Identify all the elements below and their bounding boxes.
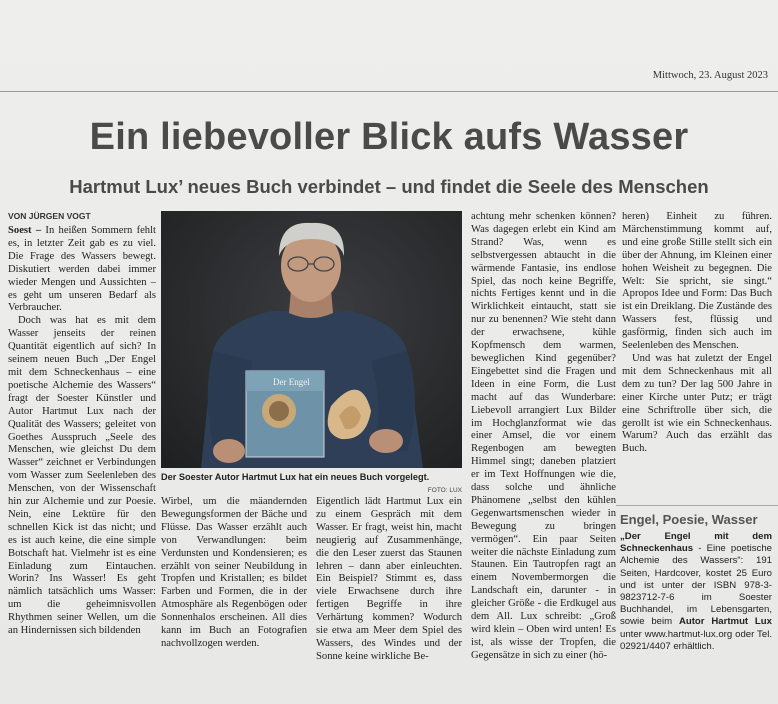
infobox-rule <box>616 505 778 506</box>
infobox-contact: unter www.hartmut-lux.org oder Tel. 02921/4407 erhältlich. <box>620 628 772 652</box>
infobox-text <box>620 531 772 653</box>
article-column-1 <box>8 225 156 700</box>
photo-caption <box>161 472 462 494</box>
dateline: Soest – <box>8 225 42 236</box>
photo-credit: FOTO: LUX <box>427 487 462 494</box>
paragraph: heren) Einheit zu führen. Märchenstimmung kommt auf, und eine große Stille stellt sich ein über der Ahnung, im Kleinen einer hohen Weisheit zu begegnen. Die Welt: Sie spricht, sie singt.“ Apropos Idee und Form: Das Buch ist ein Dreiklang. Die Zustände des Wassers fest, flüssig und gasförmig, finden sich auch im Seelenleben des Menschen. <box>622 211 772 352</box>
article-headline: Ein liebevoller Blick aufs Wasser <box>89 116 689 158</box>
paragraph: Doch was hat es mit dem Wasser jenseits der reinen Quantität eigentlich auf sich? In seinem neuen Buch „Der Engel mit dem Schneckenhaus – eine poetische Alchemie des Wassers“ fragt der Soester Künstler und Autor Hartmut Lux nach der Qualität des Wassers; geleitet von Goethes Ausspruch „Seele des Menschen, wie gleichst Du dem Wasser“ zeichnet er Verbindungen vom Wasser zum Seelenleben des Menschen, von der Wissenschaft hin zur Alchemie und zur Poesie. Nein, eine Lektüre für den schnellen Kick ist das nicht; und es ist auch keine, die eine simple Botschaft hat. Vielmehr ist es eine Einladung zum Eintauchen. Worin? Ins Wasser! Es geht nämlich tatsächlich ums Wasser: um die geheimnisvollen Rhythmen seiner Wellen, um die an Hindernissen sich bildenden <box>8 315 156 637</box>
paragraph <box>8 225 156 315</box>
paragraph: Wirbel, um die mäandernden Bewegungsformen der Bäche und Flüsse. Das Wasser erzählt auch von Verwandlungen: beim Verdunsten und Kondensieren; es erzählt von seiner Neubildung in Tropfen und Kristallen; es bildet Farben und Formen, die in der Atmosphäre als Regenbögen oder Sonnenhalos erscheinen. All dies kann im Buch an Fotografien nachvollzogen werden. <box>161 496 307 649</box>
article-column-4 <box>471 211 616 700</box>
article-column-2 <box>161 496 307 700</box>
paragraph: Und was hat zuletzt der Engel mit dem Schneckenhaus mit all dem zu tun? Der lag 500 Jahre in einer Kirche unter Putz; er trägt eine Schriftrolle über sich, die gerollt ist wie ein Schneckenhaus. Warum? Auch das erzählt das Buch. <box>622 352 772 455</box>
article-column-3-lower <box>316 496 462 700</box>
infobox-title: Engel, Poesie, Wasser <box>620 512 758 527</box>
infobox-details: - Eine poetische Alchemie des Wassers“: 191 Seiten, Hardcover, kostet 25 Euro und ist unter der ISBN 978-3-9823712-7-6 im Soester Buchhandel, im Lebensgarten, sowie beim <box>620 543 772 628</box>
article-column-5 <box>622 211 772 497</box>
author-byline: VON JÜRGEN VOGT <box>8 211 91 221</box>
issue-date: Mittwoch, 23. August 2023 <box>652 70 768 81</box>
header-rule <box>0 91 778 92</box>
paragraph: achtung mehr schenken können? Was dagegen erlebt ein Kind am Strand? Was, wenn es selbstvergessen abtaucht in die wärmende Fantasie, ins endlose Spiel, das noch keine Begriffe, nichts Fertiges kennt und in die Wirklichkeit eintaucht, statt sie nur zu benennen? Wie steht dann der erwachsene, kühle Kopfmensch dem warmen, beweglichen Kind gegenüber? Eingebettet sind die Fragen und Ideen in eine Form, die Lust macht auf das Wunderbare: Liebevoll arrangiert Lux Bilder im Hochglanzformat wie das einer Amsel, die vor einem Regenbogen am bewegten Himmel singt; daneben platziert er im Text Hoffnungen wie die, dass solche und ähnliche Phänomene „selbst den kühlen Gegenwartsmenschen wieder in Bewegung zu bringen vermögen“. Ein paar Seiten weiter die nächste Einladung zum Staunen. Ein Tautropfen ragt an einem Novembermorgen die Landschaft ein, darunter - in gleicher Größe - die Erdkugel aus dem All. Lux schreibt: „Groß wird klein – Oben wird unten! Es ist, als wisse der Tropfen, die Gegensätze in sich zu einer (hö- <box>471 211 616 661</box>
paragraph-text: In heißen Sommern fehlt es, in letzter Zeit gab es zu viel. Die Frage des Wassers bewegt. Diskutiert werden dabei immer wieder Mengen und Aussichten – es geht um unseren Bedarf als Verbraucher. <box>8 225 156 314</box>
author-bold: Autor Hartmut Lux <box>678 616 772 628</box>
article-subheadline: Hartmut Lux’ neues Buch verbindet – und findet die Seele des Menschen <box>69 176 709 197</box>
photo-illustration <box>161 211 462 468</box>
book-title-bold: „Der Engel mit dem Schneckenhaus <box>620 531 772 555</box>
article-photo <box>161 211 462 468</box>
book-title: Der Engel <box>273 377 310 387</box>
paragraph: Eigentlich lädt Hartmut Lux ein zu einem Gespräch mit dem Wasser. Er fragt, weist hin, macht neugierig auf Zusammenhänge, die den Leser zuerst das Staunen lehren – dann aber einleuchten. Ein Beispiel? Stimmt es, dass viele Erwachsene durch ihre fertigen Begriffe in ihre Verhärtung kommen? Wodurch sie etwa am Meer dem Spiel des Wassers, des Windes und der Sonne keine wirkliche Be- <box>316 496 462 662</box>
caption-text: Der Soester Autor Hartmut Lux hat ein neues Buch vorgelegt. <box>161 472 430 482</box>
